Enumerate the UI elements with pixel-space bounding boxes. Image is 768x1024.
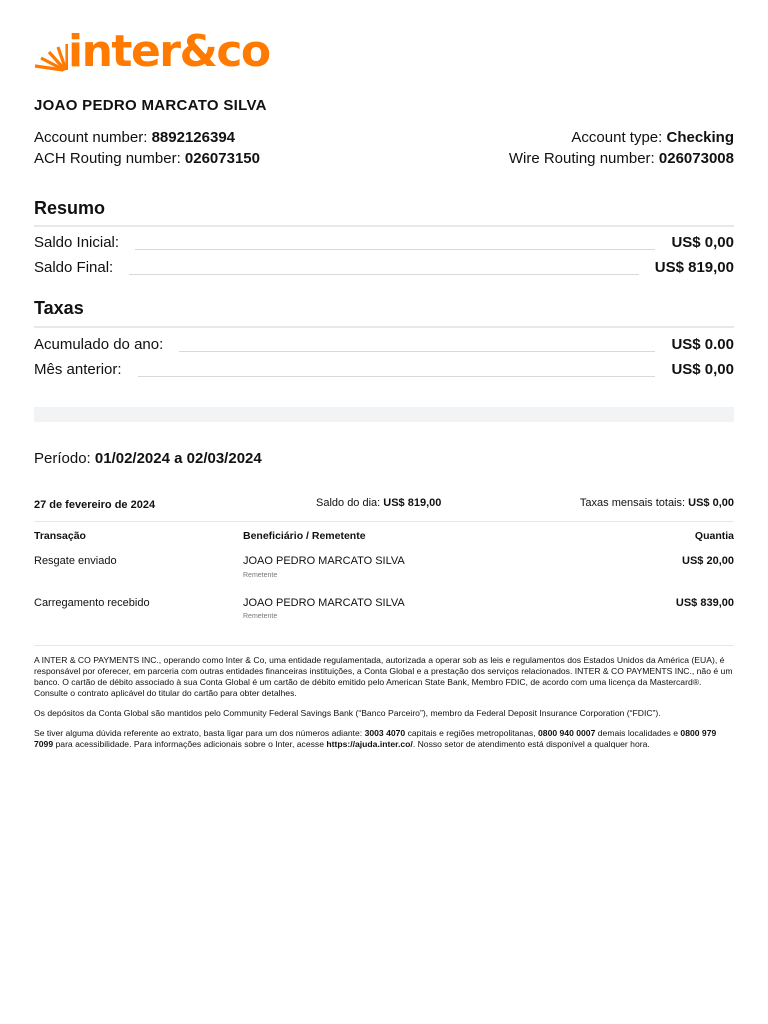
phone-capitals: 3003 4070 — [364, 728, 406, 738]
account-type: Account type: Checking — [571, 129, 734, 146]
resumo-section-title: Resumo — [34, 198, 106, 218]
wire-routing-number: Wire Routing number: 026073008 — [508, 150, 734, 167]
leader-line — [129, 274, 639, 275]
phone-other: 0800 940 0007 — [538, 728, 596, 738]
contact-paragraph: Se tiver alguma dúvida referente ao extrato, basta ligar para um dos números adiante: 3003 4070 capitais e regiões metropolitanas, 0800 940 0007 demais localidades e 0800 979 7099 para acessibilidade. Para informações adicionais sobre o Inter, acesse https://ajuda.inter.co/. Nosso setor de atendimento está disponível a qualquer hora. — [34, 728, 717, 749]
transaction-party-role: Remetente — [243, 572, 278, 579]
account-holder-name: JOAO PEDRO MARCATO SILVA — [34, 97, 267, 114]
summary-row-saldo-inicial: Saldo Inicial: US$ 0,00 — [34, 233, 734, 251]
day-summary — [34, 497, 734, 513]
leader-line — [179, 351, 655, 352]
day-date: 27 de fevereiro de 2024 — [34, 499, 156, 511]
col-header-quantia: Quantia — [694, 530, 734, 542]
fdic-paragraph: Os depósitos da Conta Global são mantidos pelo Community Federal Savings Bank (“Banco Parceiro”), membro da Federal Deposit Insurance Corporation (“FDIC”). — [34, 708, 661, 718]
transaction-amount: US$ 20,00 — [682, 555, 734, 567]
sunburst-logo-icon — [34, 36, 68, 72]
fees-row-acumulado: Acumulado do ano: US$ 0.00 — [34, 335, 734, 353]
statement-period: Período: 01/02/2024 a 02/03/2024 — [34, 450, 262, 467]
leader-line — [138, 376, 656, 377]
transaction-party-role: Remetente — [243, 613, 278, 620]
disclaimer-paragraph: A INTER & CO PAYMENTS INC., operando como Inter & Co, uma entidade regulamentada, autorizada a operar sob as leis e regulamentos dos Estados Unidos da América (EUA), é responsável por oferecer, em parceria com outras entidades financeiras instituições, a Conta Global e a prestação dos serviços relacionados. INTER & CO PAYMENTS INC., não é um banco. O cartão de débito associado à sua Conta Global é um cartão de débito emitido pelo American State Bank, Membro FDIC, de acordo com uma licença da Mastercard®. Consulte o contrato aplicável do titular do cartão para obter detalhes. — [34, 655, 733, 698]
separator-band — [34, 407, 734, 422]
transaction-type: Carregamento recebido — [34, 597, 150, 609]
section-divider — [34, 225, 734, 227]
taxas-section-title: Taxas — [34, 298, 84, 318]
summary-row-saldo-final: Saldo Final: US$ 819,00 — [34, 258, 734, 276]
leader-line — [135, 249, 655, 250]
col-header-transacao: Transação — [34, 530, 86, 542]
phone-accessibility: 0800 979 7099 — [34, 728, 717, 749]
transaction-amount: US$ 839,00 — [675, 597, 734, 609]
transaction-type: Resgate enviado — [34, 555, 117, 567]
account-info-row-2 — [34, 150, 734, 167]
table-top-divider — [34, 521, 734, 522]
brand-wordmark: inter&co — [68, 26, 270, 77]
monthly-fees-total: Taxas mensais totais: US$ 0,00 — [579, 497, 734, 509]
help-link[interactable]: https://ajuda.inter.co/ — [326, 739, 413, 749]
col-header-beneficiario: Beneficiário / Remetente — [243, 530, 366, 542]
account-number: Account number: 8892126394 — [34, 129, 236, 146]
footer-divider — [34, 645, 734, 646]
inter-co-logo — [34, 26, 270, 77]
transaction-party: JOAO PEDRO MARCATO SILVA — [243, 597, 405, 609]
transaction-party: JOAO PEDRO MARCATO SILVA — [243, 555, 405, 567]
ach-routing-number: ACH Routing number: 026073150 — [34, 150, 260, 167]
section-divider — [34, 326, 734, 328]
account-info-row-1 — [34, 129, 734, 146]
day-balance: Saldo do dia: US$ 819,00 — [316, 497, 442, 509]
fees-row-mes-anterior: Mês anterior: US$ 0,00 — [34, 360, 734, 378]
